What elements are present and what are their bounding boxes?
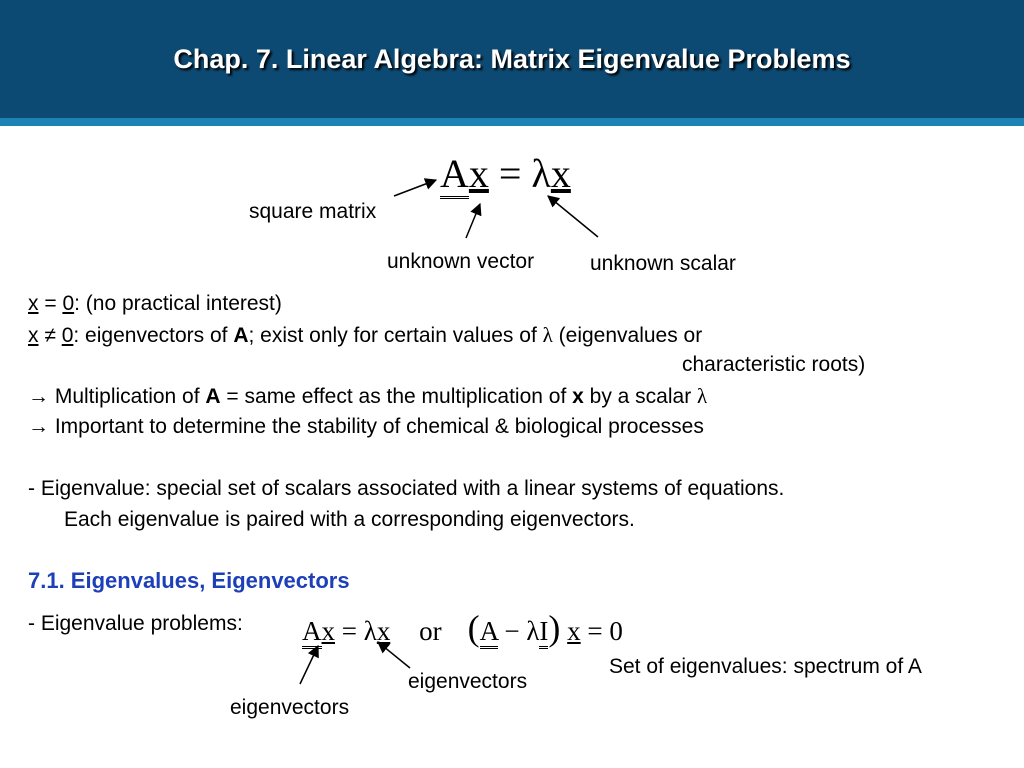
page-title: Chap. 7. Linear Algebra: Matrix Eigenvalue Problems <box>173 44 851 74</box>
section-equation: Ax = λx or (A − λI) x = 0 <box>302 608 623 648</box>
arrow-unknown-scalar <box>548 196 598 237</box>
arrow-square-matrix <box>394 180 436 196</box>
label-square-matrix: square matrix <box>249 200 377 223</box>
eq-lambda: λ <box>531 151 551 196</box>
line-eigenvalue-pair: Each eigenvalue is paired with a corresponding eigenvectors. <box>64 508 635 531</box>
line-x-not-zero: x ≠ 0: eigenvectors of A; exist only for certain values of λ (eigenvalues or <box>28 323 703 347</box>
arrow-eigenvectors-left <box>300 646 318 684</box>
line-x-equals-zero: x = 0: (no practical interest) <box>28 292 282 315</box>
line-eigenvalue-def: - Eigenvalue: special set of scalars associated with a linear systems of equations. <box>28 477 785 500</box>
line-characteristic-roots: characteristic roots) <box>682 353 866 376</box>
arrow-right-icon: → <box>28 415 49 438</box>
label-eigenvalue-problems: - Eigenvalue problems: <box>28 612 243 635</box>
label-eigenvectors-left: eigenvectors <box>230 696 350 719</box>
label-spectrum: Set of eigenvalues: spectrum of A <box>609 655 922 678</box>
label-unknown-scalar: unknown scalar <box>590 252 736 275</box>
eq-vector-x2: x <box>550 151 571 196</box>
label-unknown-vector: unknown vector <box>387 250 535 273</box>
eq-matrix-A: A <box>440 151 469 199</box>
line-stability: → Important to determine the stability of chemical & biological processes <box>28 415 704 438</box>
arrow-eigenvectors-right <box>378 642 410 668</box>
section-heading: 7.1. Eigenvalues, Eigenvectors <box>28 568 350 593</box>
eq-vector-x: x <box>468 151 489 196</box>
eq-equals: = <box>498 151 522 196</box>
line-multiplication: → Multiplication of A = same effect as the multiplication of x by a scalar λ <box>28 384 708 408</box>
arrow-unknown-vector <box>466 204 480 238</box>
label-eigenvectors-right: eigenvectors <box>408 670 528 693</box>
arrow-right-icon: → <box>28 385 49 408</box>
